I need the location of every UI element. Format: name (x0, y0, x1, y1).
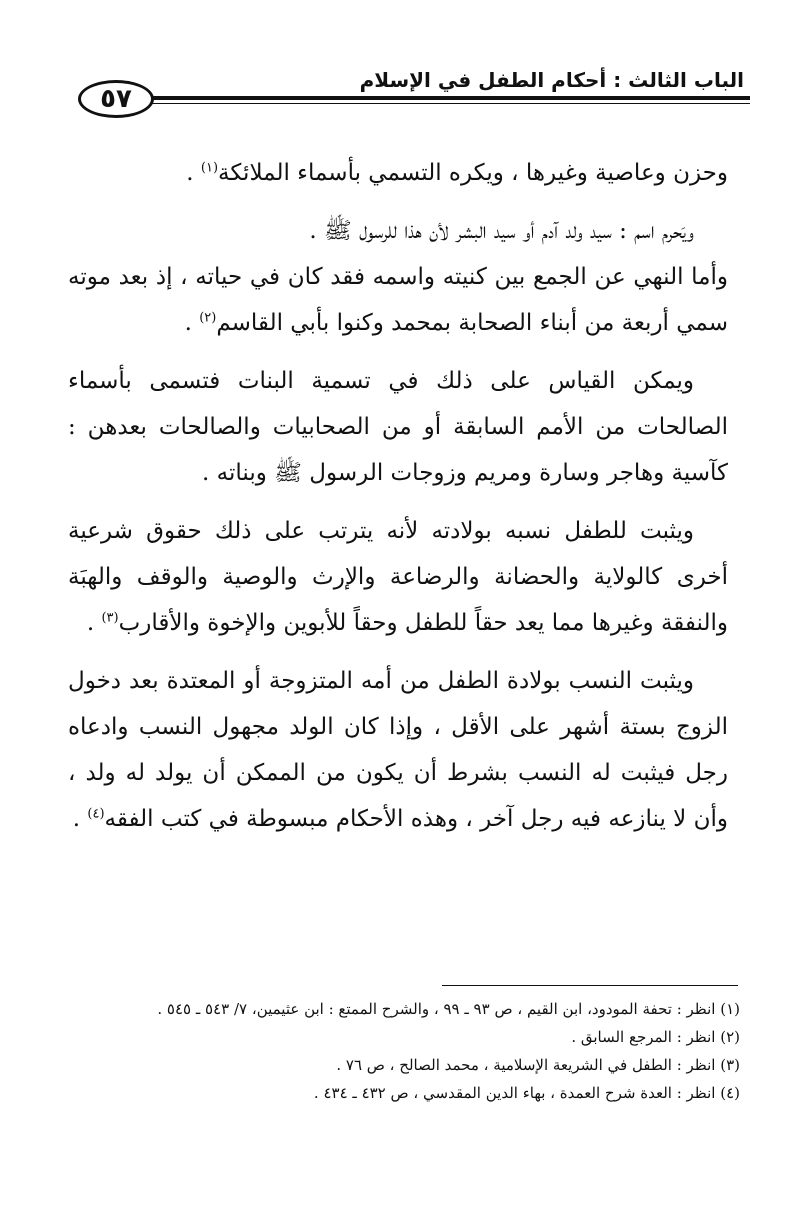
header-rule-thin (140, 103, 750, 104)
paragraph: ويثبت للطفل نسبه بولادته لأنه يترتب على ذلك حقوق شرعية أخرى كالولاية والحضانة والرضاعة والإرث والوصية والوقف والهبَة والنفقة وغيرها مما يعد حقاً للطفل وحقاً للأبوين والإخوة والأقارب$^{(٣)}$ . (68, 518, 728, 636)
footnotes (68, 995, 740, 1107)
paragraph: وحزن وعاصية وغيرها ، ويكره التسمي بأسماء الملائكة$^{(١)}$ . (186, 160, 728, 186)
paragraph: ويثبت النسب بولادة الطفل من أمه المتزوجة أو المعتدة بعد دخول الزوج بستة أشهر على الأقل ، وإذا كان الولد مجهول النسب وادعاه رجل فيثبت له النسب بشرط أن يكون من الممكن أن يولد له ولد ، وأن لا ينازعه فيه رجل آخر ، وهذه الأحكام مبسوطة في كتب الفقه$^{(٤)}$ . (68, 668, 728, 832)
footnote-ref: (٤) (87, 806, 105, 822)
paragraph: ويمكن القياس على ذلك في تسمية البنات فتسمى بأسماء الصالحات من الأمم السابقة أو من الصحابيات والصالحات بعدهن : كآسية وهاجر وسارة ومريم وزوجات الرسول ﷺ وبناته . (68, 368, 728, 486)
paragraph: ويَحرم اسم : سيد ولد آدم أو سيد البشر لأن هذا للرسول ﷺ . (309, 218, 694, 244)
footnote-ref: (٣) (101, 610, 119, 626)
footnote: (٣) انظر : الطفل في الشريعة الإسلامية ، محمد الصالح ، ص ٧٦ . (336, 1056, 740, 1074)
chapter-title: الباب الثالث : أحكام الطفل في الإسلام (359, 68, 744, 92)
footnote: (١) انظر : تحفة المودود، ابن القيم ، ص ٩٣ ـ ٩٩ ، والشرح الممتع : ابن عثيمين، ٧/ ٥٤٣ ـ ٥٤٥ . (157, 1000, 740, 1018)
main-text (68, 150, 728, 854)
footnote: (٤) انظر : العدة شرح العمدة ، بهاء الدين المقدسي ، ص ٤٣٢ ـ ٤٣٤ . (313, 1084, 740, 1102)
page-number: ٥٧ (78, 80, 154, 118)
footnote-divider (442, 985, 738, 986)
footnote: (٢) انظر : المرجع السابق . (571, 1028, 740, 1046)
paragraph: وأما النهي عن الجمع بين كنيته واسمه فقد كان في حياته ، إذ بعد موته سمي أربعة من أبناء الصحابة بمحمد وكنوا بأبي القاسم$^{(٢)}$ . (68, 264, 728, 336)
header-rule (140, 96, 750, 100)
footnote-ref: (٢) (199, 310, 217, 326)
footnote-ref: (١) (200, 160, 219, 176)
page-header (60, 66, 750, 132)
